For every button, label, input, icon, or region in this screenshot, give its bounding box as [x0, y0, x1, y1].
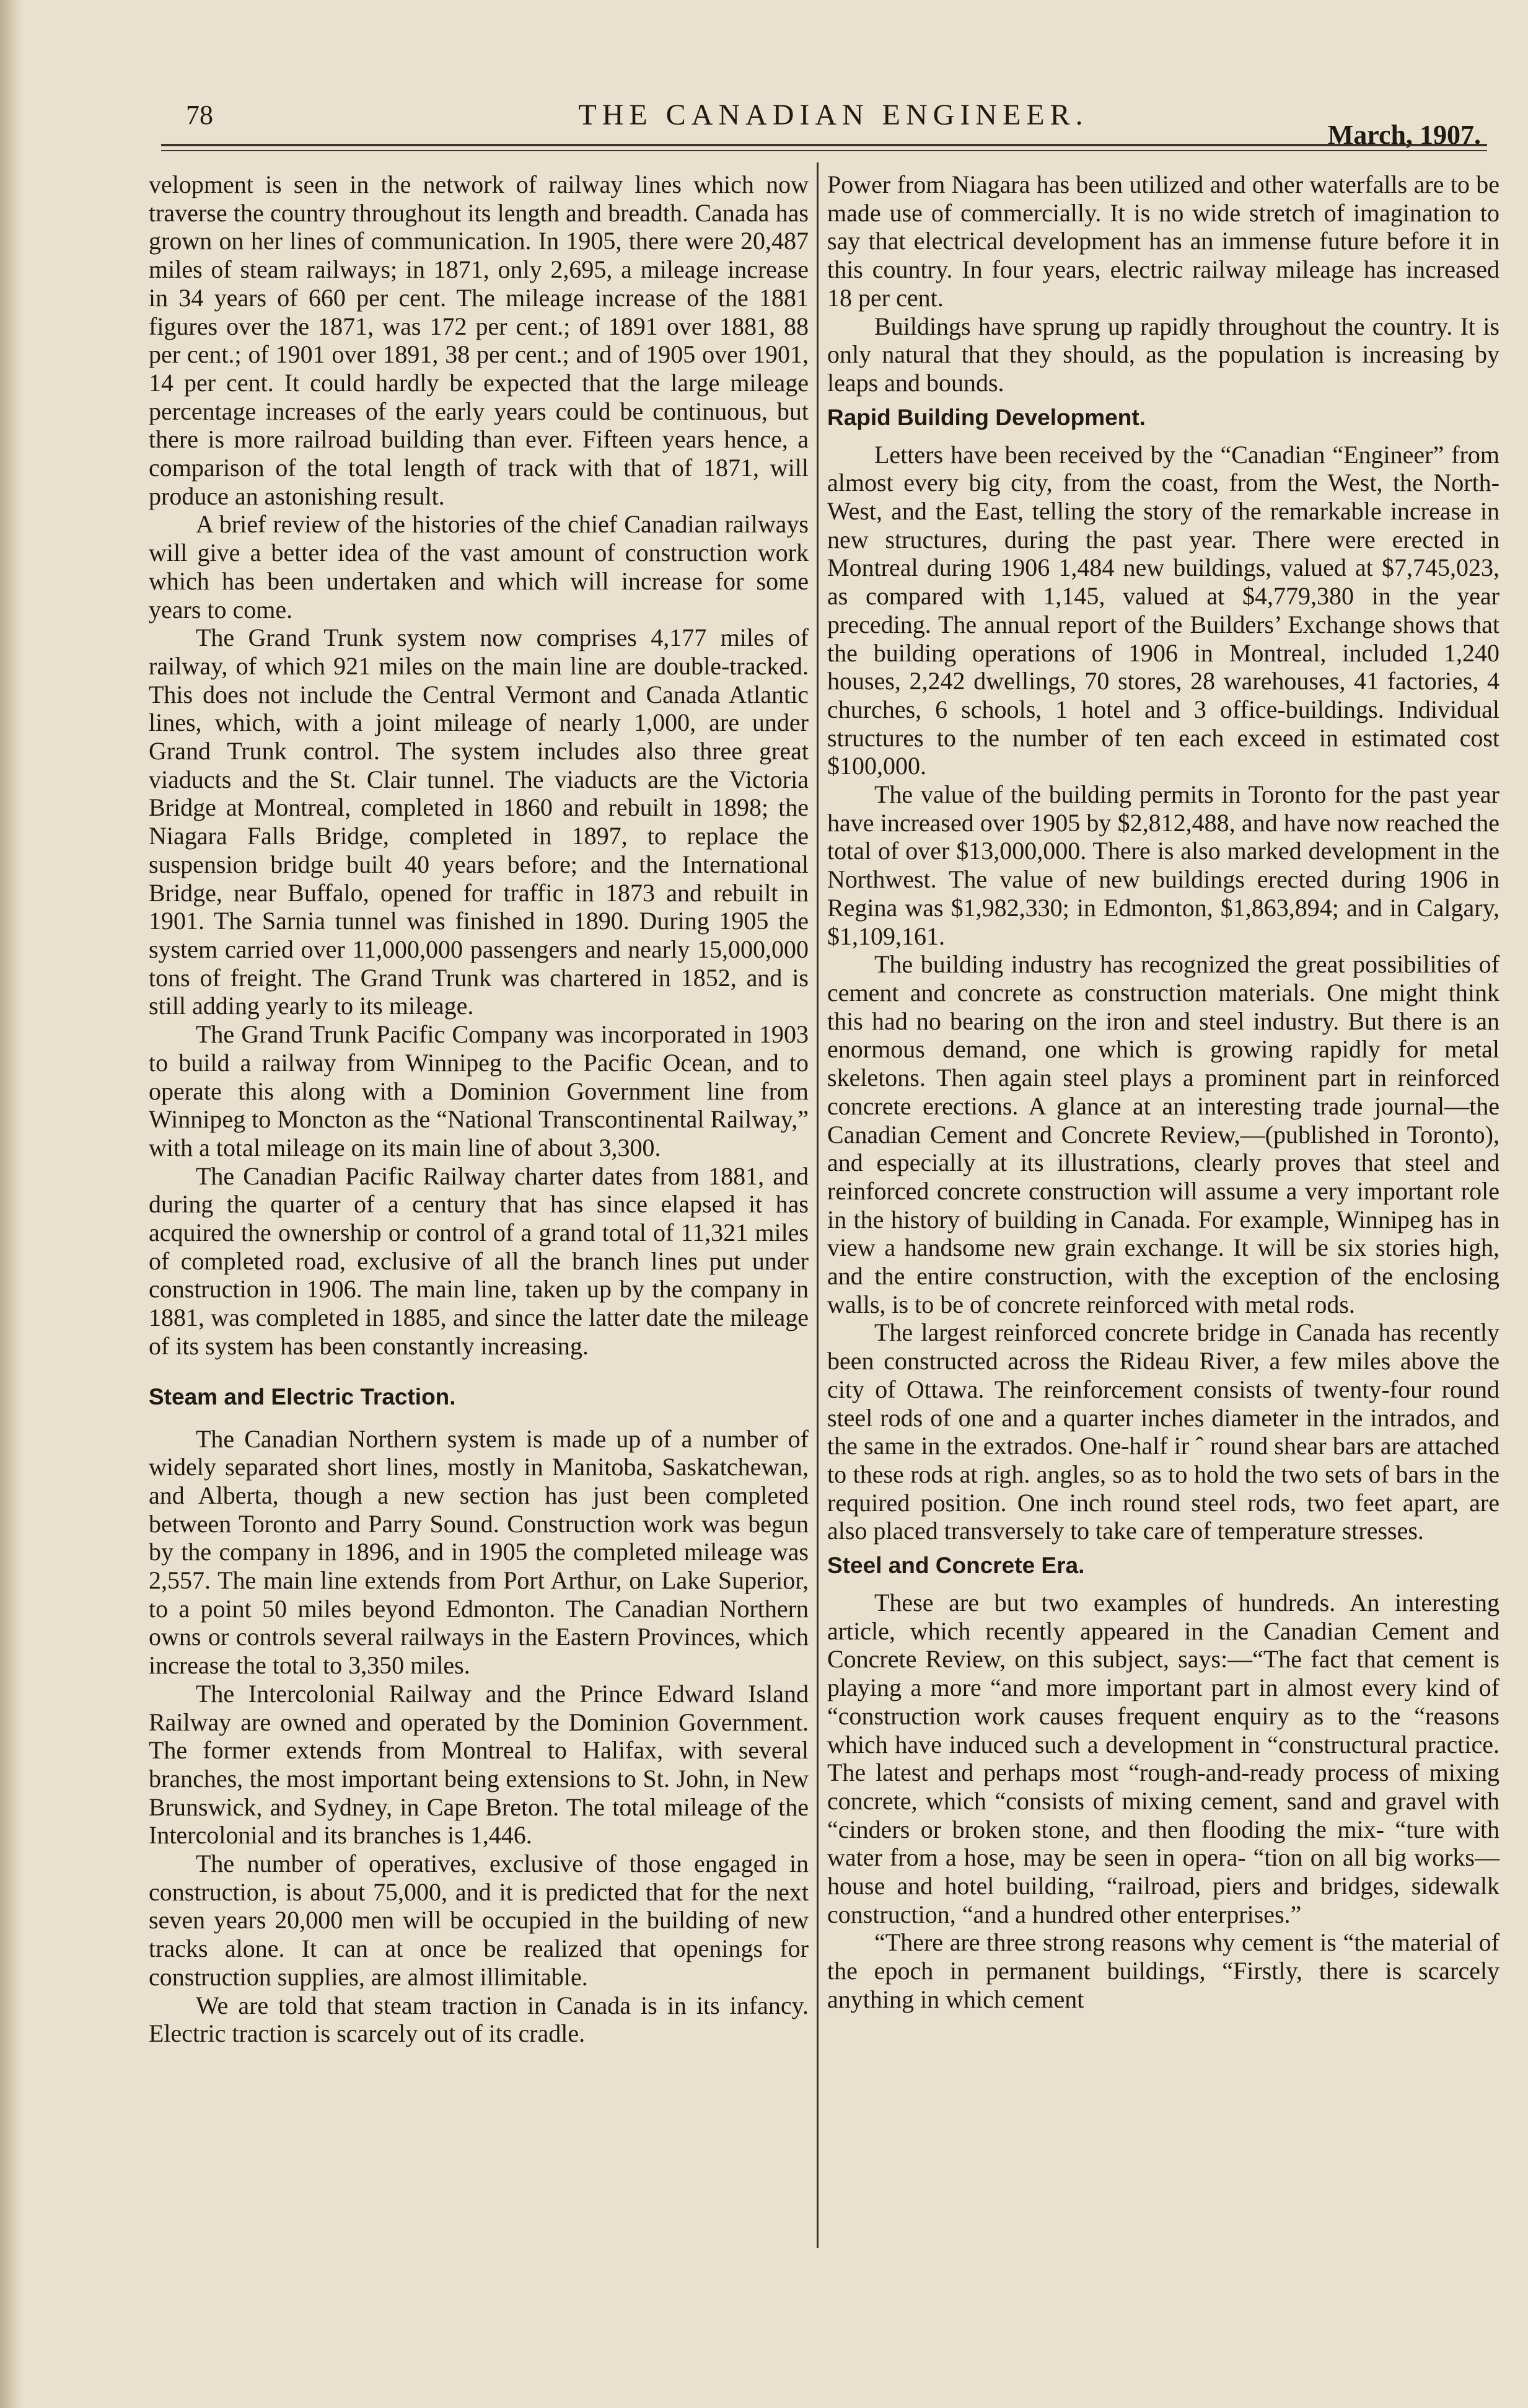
- page-number: 78: [186, 100, 213, 130]
- paragraph: We are told that steam traction in Canada is in its infancy. Electric traction is scarcely out of its cradle.: [149, 1991, 809, 2048]
- paragraph: The building industry has recognized the great possibilities of cement and concrete as construction materials. One might think this had no bearing on the iron and steel industry. But there is an enormous demand, one which is growing rapidly for metal skeletons. Then again steel plays a prominent part in reinforced concrete erections. A glance at an interesting trade journal—the Canadian Cement and Concrete Review,—(published in Toronto), and especially at its illustrations, clearly proves that steel and reinforced concrete construction will assume a very important role in the history of building in Canada. For example, Winnipeg has in view a handsome new grain exchange. It will be six stories high, and the entire construction, with the exception of the enclosing walls, is to be of concrete reinforced with metal rods.: [827, 950, 1499, 1318]
- paragraph: “There are three strong reasons why cement is “the material of the epoch in permanent buildings, “Firstly, there is scarcely anything in which cement: [827, 1928, 1499, 2013]
- page-header: [186, 93, 1481, 149]
- paragraph: The number of operatives, exclusive of those engaged in construction, is about 75,000, and it is predicted that for the next seven years 20,000 men will be occupied in the building of new tracks alone. It can at once be realized that openings for construction supplies, are almost illimitable.: [149, 1850, 809, 1991]
- journal-title: THE CANADIAN ENGINEER.: [578, 99, 1089, 131]
- paragraph: The largest reinforced concrete bridge in Canada has recently been constructed across the Rideau River, a few miles above the city of Ottawa. The reinforcement consists of twenty-four round steel rods of one and a quarter inches diameter in the intrados, and the same in the extrados. One-half ir ˆ round shear bars are attached to these rods at righ. angles, so as to hold the two sets of bars in the required position. One inch round steel rods, two feet apart, are also placed transversely to take care of temperature stresses.: [827, 1318, 1499, 1545]
- issue-date: March, 1907.: [1327, 120, 1481, 150]
- page-binding-edge: [0, 0, 22, 2408]
- paragraph: The Grand Trunk system now comprises 4,177 miles of railway, of which 921 miles on the main line are double-tracked. This does not include the Central Vermont and Canada Atlantic lines, which, with a joint mileage of nearly 1,000, are under Grand Trunk control. The system includes also three great viaducts and the St. Clair tunnel. The viaducts are the Victoria Bridge at Montreal, completed in 1860 and rebuilt in 1898; the Niagara Falls Bridge, completed in 1897, to replace the suspension bridge built 40 years before; and the International Bridge, near Buffalo, opened for traffic in 1873 and rebuilt in 1901. The Sarnia tunnel was finished in 1890. During 1905 the system carried over 11,000,000 passengers and nearly 15,000,000 tons of freight. The Grand Trunk was chartered in 1852, and is still adding yearly to its mileage.: [149, 624, 809, 1020]
- paragraph: The Canadian Northern system is made up of a number of widely separated short lines, mostly in Manitoba, Saskatchewan, and Alberta, though a new section has just been completed between Toronto and Parry Sound. Construction work was begun by the company in 1896, and in 1905 the completed mileage was 2,557. The main line extends from Port Arthur, on Lake Superior, to a point 50 miles beyond Edmonton. The Canadian Northern owns or controls several railways in the Eastern Provinces, which increase the total to 3,350 miles.: [149, 1424, 809, 1680]
- paragraph: A brief review of the histories of the chief Canadian railways will give a better idea of the vast amount of construction work which has been undertaken and which will increase for some years to come.: [149, 510, 809, 624]
- paragraph: Power from Niagara has been utilized and other waterfalls are to be made use of commercially. It is no wide stretch of imagination to say that electrical development has an immense future before it in this country. In four years, electric railway mileage has increased 18 per cent.: [827, 170, 1499, 312]
- paragraph: Buildings have sprung up rapidly throughout the country. It is only natural that they should, as the population is increasing by leaps and bounds.: [827, 312, 1499, 397]
- section-heading: Rapid Building Development.: [827, 404, 1146, 430]
- paragraph: The Canadian Pacific Railway charter dates from 1881, and during the quarter of a century that has since elapsed it has acquired the ownership or control of a grand total of 11,321 miles of completed road, exclusive of all the branch lines put under construction in 1906. The main line, taken up by the company in 1881, was completed in 1885, and since the latter date the mileage of its system has been constantly increasing.: [149, 1162, 809, 1360]
- paragraph: These are but two examples of hundreds. An interesting article, which recently appeared in the Canadian Cement and Concrete Review, on this subject, says:—“The fact that cement is playing a more “and more important part in almost every kind of “construction work causes frequent enquiry as to the “reasons which have induced such a development in “constructural practice. The latest and perhaps most “rough-and-ready process of mixing concrete, which “consists of mixing cement, sand and gravel with “cinders or broken stone, and then flooding the mix- “ture with water from a hose, may be seen in opera- “tion on all big works—house and hotel building, “railroad, piers and bridges, sidewalk construction, “and a hundred other enterprises.”: [827, 1589, 1499, 1928]
- left-column: [149, 170, 809, 2048]
- header-rule: [161, 144, 1487, 146]
- header-rule-thin: [161, 150, 1487, 151]
- paragraph: Letters have been received by the “Canadian “Engineer” from almost every big city, from the coast, from the West, the North-West, and the East, telling the story of the remarkable increase in new structures, during the past year. There were erected in Montreal during 1906 1,484 new buildings, valued at $7,745,023, as compared with 1,145, valued at $4,779,380 in the year preceding. The annual report of the Builders’ Exchange shows that the building operations of 1906 in Montreal, included 1,240 houses, 2,242 dwellings, 70 stores, 28 warehouses, 41 factories, 4 churches, 6 schools, 1 hotel and 3 office-buildings. Individual structures to the number of ten each exceed in estimated cost $100,000.: [827, 440, 1499, 780]
- section-heading: Steam and Electric Traction.: [149, 1383, 456, 1409]
- column-divider: [817, 162, 819, 2248]
- paragraph: The value of the building permits in Toronto for the past year have increased over 1905 by $2,812,488, and have now reached the total of over $13,000,000. There is also marked development in the Northwest. The value of new buildings erected during 1906 in Regina was $1,982,330; in Edmonton, $1,863,894; and in Calgary, $1,109,161.: [827, 780, 1499, 950]
- paragraph: velopment is seen in the network of railway lines which now traverse the country throughout its length and breadth. Canada has grown on her lines of communication. In 1905, there were 20,487 miles of steam railways; in 1871, only 2,695, a mileage increase in 34 years of 660 per cent. The mileage increase of the 1881 figures over the 1871, was 172 per cent.; of 1891 over 1881, 88 per cent.; of 1901 over 1891, 38 per cent.; and of 1905 over 1901, 14 per cent. It could hardly be expected that the large mileage percentage increases of the early years could be continuous, but there is more railroad building than ever. Fifteen years hence, a comparison of the total length of track with that of 1871, will produce an astonishing result.: [149, 170, 809, 510]
- paragraph: The Intercolonial Railway and the Prince Edward Island Railway are owned and operated by the Dominion Government. The former extends from Montreal to Halifax, with several branches, the most important being extensions to St. John, in New Brunswick, and Sydney, in Cape Breton. The total mileage of the Intercolonial and its branches is 1,446.: [149, 1679, 809, 1850]
- right-column: [827, 170, 1499, 2014]
- paragraph: The Grand Trunk Pacific Company was incorporated in 1903 to build a railway from Winnipeg to the Pacific Ocean, and to operate this along with a Dominion Government line from Winnipeg to Moncton as the “National Transcontinental Railway,” with a total mileage on its main line of about 3,300.: [149, 1020, 809, 1162]
- section-heading: Steel and Concrete Era.: [827, 1553, 1085, 1579]
